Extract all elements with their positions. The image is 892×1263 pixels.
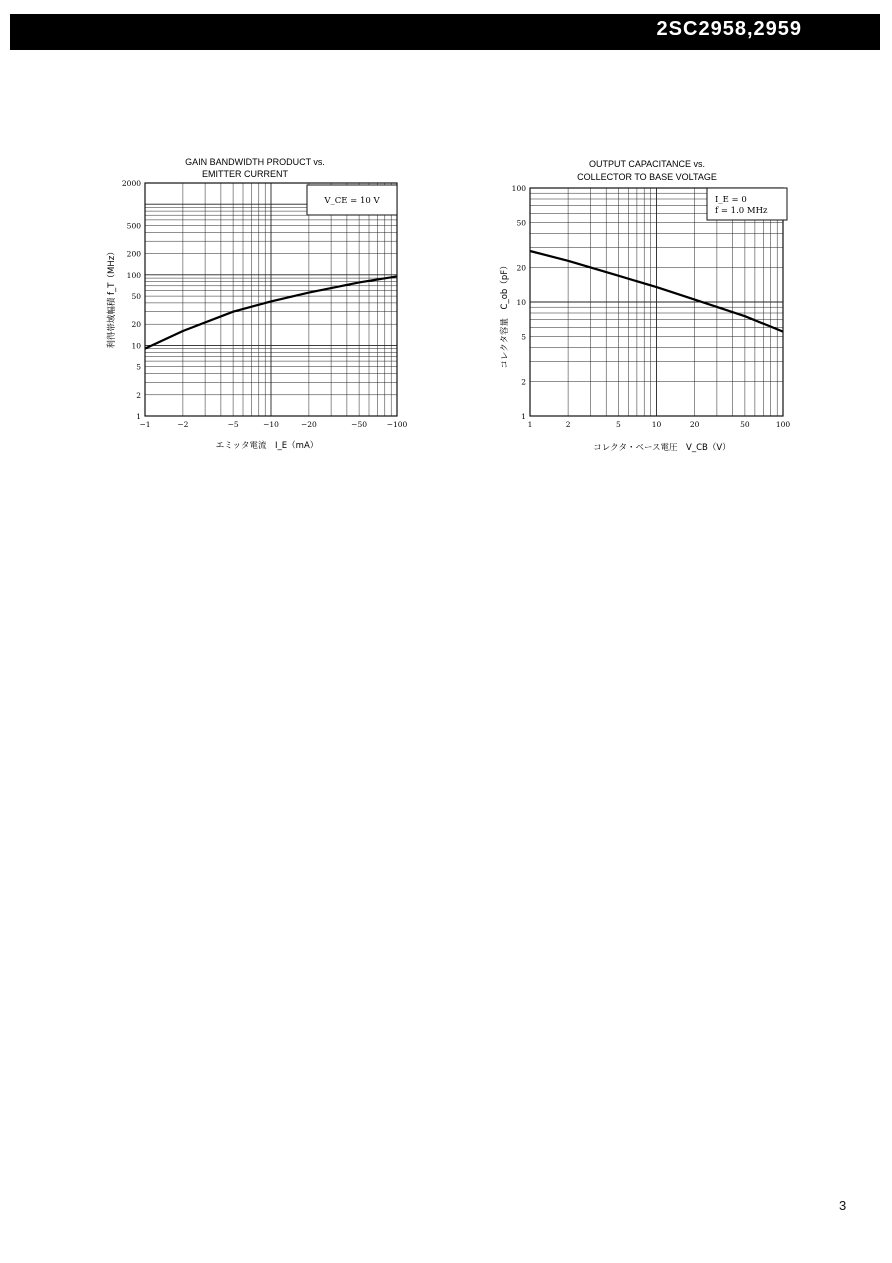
x-tick-label: −10 [263, 420, 279, 429]
y-tick-label: 5 [136, 362, 141, 372]
annotation-text-2: f = 1.0 MHz [715, 206, 768, 216]
header-bar [10, 14, 880, 50]
y-tick-label: 100 [126, 270, 141, 280]
y-tick-label: 5 [521, 332, 526, 342]
x-tick-label: 20 [689, 420, 700, 429]
x-tick-label: −50 [351, 420, 368, 429]
x-tick-label: 50 [740, 420, 750, 429]
grid [530, 188, 783, 416]
grid [145, 183, 397, 416]
y-tick-label: 200 [126, 249, 141, 259]
annotation-text: V_CE = 10 V [324, 196, 380, 206]
x-axis-label: エミッタ電流 I_E（mA） [215, 441, 319, 451]
page-number: 3 [839, 1198, 847, 1213]
y-tick-label: 20 [131, 320, 141, 330]
x-axis-label: コレクタ・ベース電圧 V_CB（V） [593, 443, 731, 453]
y-tick-label: 2 [136, 390, 141, 400]
x-tick-label: −1 [139, 420, 151, 429]
x-tick-label: 2 [565, 420, 571, 429]
y-axis-label: 利得帯域幅積 f_T（MHz） [107, 247, 117, 349]
x-tick-label: −20 [300, 420, 317, 429]
x-tick-label: −2 [177, 420, 189, 429]
y-tick-label: 2000 [121, 179, 141, 188]
x-tick-label: 10 [651, 420, 662, 429]
chart-title-line-2: COLLECTOR TO BASE VOLTAGE [577, 172, 717, 182]
y-tick-label: 500 [126, 221, 141, 231]
y-tick-label: 50 [131, 292, 141, 302]
y-tick-label: 50 [516, 218, 526, 228]
y-tick-label: 1 [521, 412, 526, 421]
y-tick-label: 100 [511, 184, 526, 193]
annotation-box [307, 185, 397, 215]
chart-title-line-1: GAIN BANDWIDTH PRODUCT vs. [185, 157, 325, 167]
y-axis-label: コレクタ容量 C_ob（pF） [500, 261, 510, 369]
part-number-title: 2SC2958,2959 [656, 18, 802, 40]
chart-title-line-2: EMITTER CURRENT [202, 169, 288, 179]
x-tick-label: 100 [775, 420, 791, 429]
y-tick-label: 1 [136, 412, 141, 421]
chart-title-line-1: OUTPUT CAPACITANCE vs. [588, 159, 706, 169]
annotation-box [707, 188, 787, 220]
y-tick-label: 20 [516, 263, 526, 273]
x-tick-label: 1 [527, 420, 533, 429]
x-tick-label: −100 [386, 420, 408, 429]
x-tick-label: −5 [227, 420, 239, 429]
y-tick-label: 10 [131, 341, 141, 351]
y-tick-label: 2 [521, 377, 526, 387]
annotation-text-1: I_E = 0 [715, 195, 747, 205]
y-tick-label: 10 [516, 298, 526, 307]
output-capacitance-chart [485, 150, 805, 460]
x-tick-label: 5 [616, 420, 621, 429]
gain-bandwidth-chart [95, 150, 415, 460]
